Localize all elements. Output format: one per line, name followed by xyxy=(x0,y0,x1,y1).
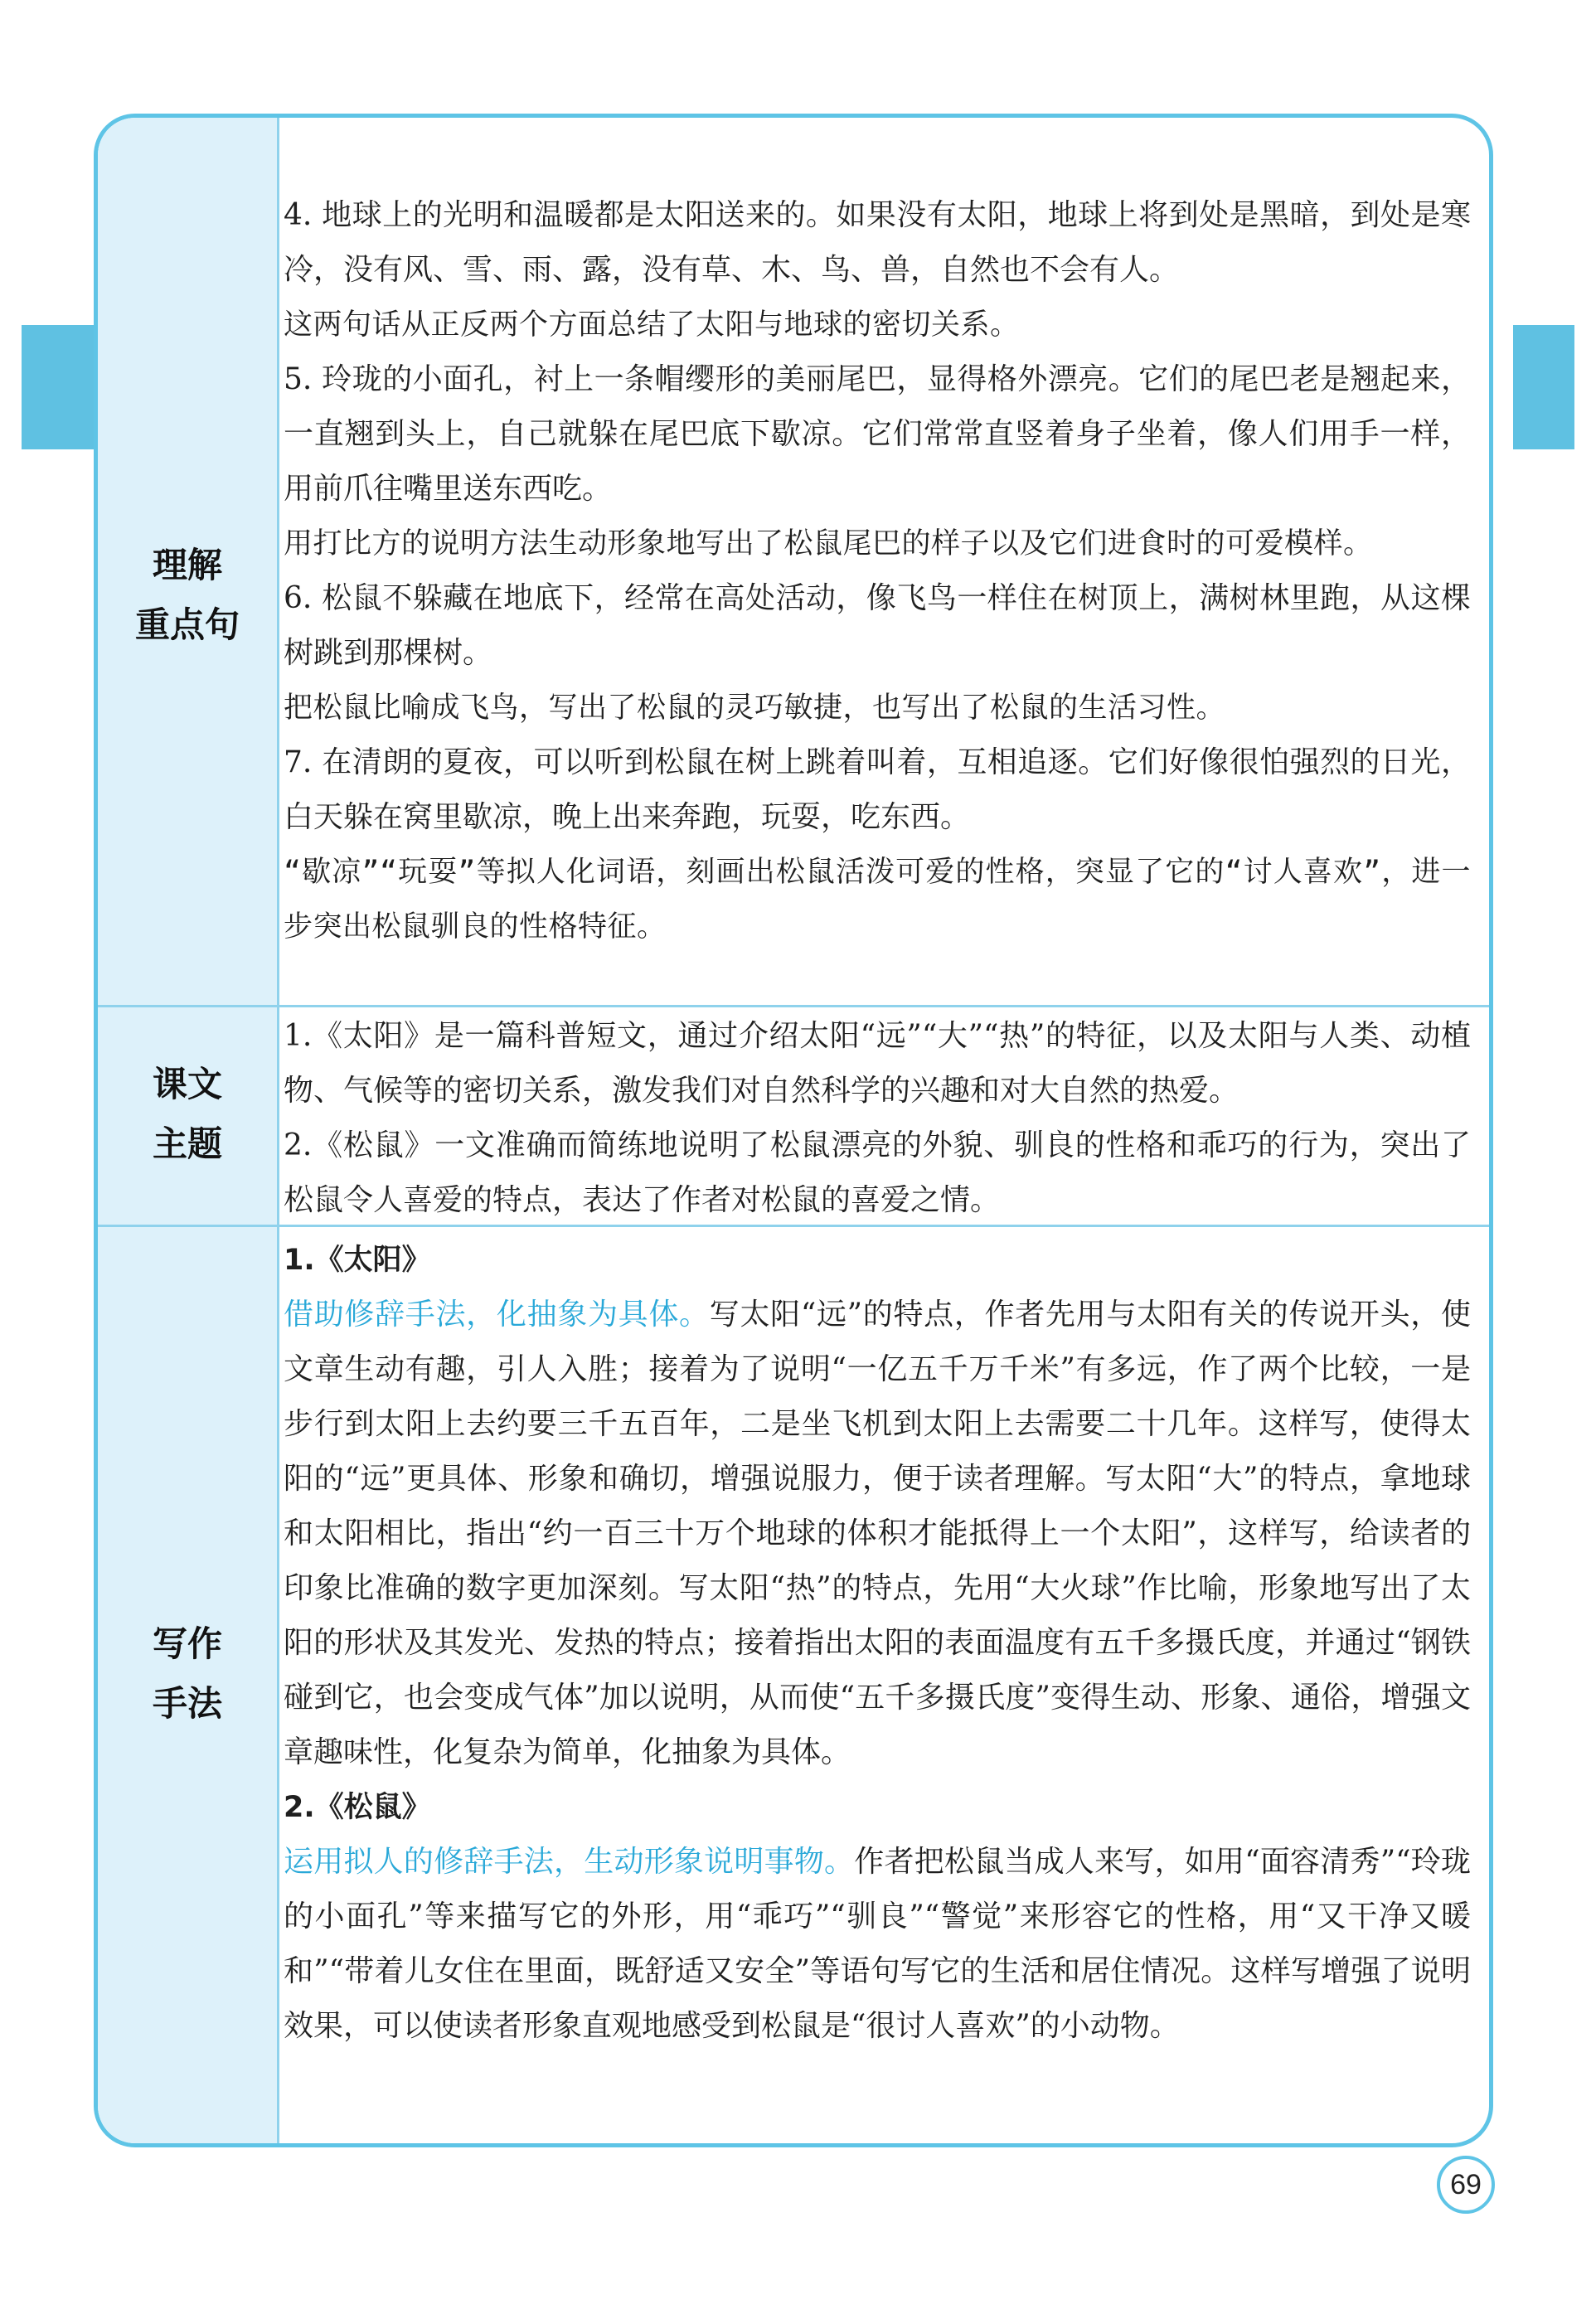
writing-paragraph-squirrel xyxy=(284,1835,1471,2054)
content-card xyxy=(94,114,1493,2147)
label-line: 写作 xyxy=(152,1623,222,1664)
sentence-item: 6. 松鼠不躲藏在地底下，经常在高处活动，像飞鸟一样住在树顶上，满树林里跑，从这棵树跳到那棵树。 xyxy=(284,581,1471,670)
subheading-sun: 1.《太阳》 xyxy=(284,1244,431,1277)
subheading-squirrel: 2.《松鼠》 xyxy=(284,1791,431,1824)
label-line: 重点句 xyxy=(134,604,240,645)
sentence-item: 7. 在清朗的夏夜，可以听到松鼠在树上跳着叫着，互相追逐。它们好像很怕强烈的日光，白天躲在窝里歇凉，晚上出来奔跑，玩耍，吃东西。 xyxy=(284,745,1471,834)
body-squirrel: 作者把松鼠当成人来写，如用“面容清秀”“玲珑的小面孔”等来描写它的外形，用“乖巧”“驯良”“警觉”来形容它的性格，用“又干净又暖和”“带着儿女住在里面，既舒适又安全”等语句写它的生活和居住情况。这样写增强了说明效果，可以使读者形象直观地感受到松鼠是“很讨人喜欢”的小动物。 xyxy=(284,1845,1471,2043)
section-label-writing xyxy=(98,1614,277,1734)
label-line: 理解 xyxy=(152,545,222,585)
sentence-analysis: “歇凉”“玩耍”等拟人化词语，刻画出松鼠活泼可爱的性格，突显了它的“讨人喜欢”，进一步突出松鼠驯良的性格特征。 xyxy=(284,856,1471,944)
highlight-sun: 借助修辞手法，化抽象为具体。 xyxy=(284,1298,710,1332)
sentence-item: 5. 玲珑的小面孔，衬上一条帽缨形的美丽尾巴，显得格外漂亮。它们的尾巴老是翘起来，一直翘到头上，自己就躲在尾巴底下歇凉。它们常常直竖着身子坐着，像人们用手一样，用前爪往嘴里送东西吃。 xyxy=(284,362,1471,506)
sentence-analysis: 把松鼠比喻成飞鸟，写出了松鼠的灵巧敏捷，也写出了松鼠的生活习性。 xyxy=(284,691,1226,725)
section-label-key-sentences xyxy=(98,536,277,655)
theme-item: 2.《松鼠》一文准确而简练地说明了松鼠漂亮的外貌、驯良的性格和乖巧的行为，突出了松鼠令人喜爱的特点，表达了作者对松鼠的喜爱之情。 xyxy=(284,1128,1471,1217)
writing-content xyxy=(284,1233,1471,2054)
sentence-item: 4. 地球上的光明和温暖都是太阳送来的。如果没有太阳，地球上将到处是黑暗，到处是寒冷，没有风、雪、雨、露，没有草、木、鸟、兽，自然也不会有人。 xyxy=(284,198,1471,287)
sentence-analysis: 这两句话从正反两个方面总结了太阳与地球的密切关系。 xyxy=(284,308,1020,342)
label-line: 手法 xyxy=(152,1683,222,1724)
section-divider xyxy=(98,1005,1489,1007)
theme-item: 1.《太阳》是一篇科普短文，通过介绍太阳“远”“大”“热”的特征，以及太阳与人类、动植物、气候等的密切关系，激发我们对自然科学的兴趣和对大自然的热爱。 xyxy=(284,1019,1471,1108)
writing-paragraph-sun xyxy=(284,1288,1471,1780)
section-label-theme xyxy=(98,1055,277,1174)
highlight-squirrel: 运用拟人的修辞手法，生动形象说明事物。 xyxy=(284,1845,855,1879)
key-sentences-content xyxy=(284,188,1471,954)
label-line: 主题 xyxy=(152,1123,222,1164)
right-edge-tab xyxy=(1513,325,1574,449)
body-sun: 写太阳“远”的特点，作者先用与太阳有关的传说开头，使文章生动有趣，引人入胜；接着为了说明“一亿五千万千米”有多远，作了两个比较，一是步行到太阳上去约要三千五百年，二是坐飞机到太阳上去需要二十几年。这样写，使得太阳的“远”更具体、形象和确切，增强说服力，便于读者理解。写太阳“大”的特点，拿地球和太阳相比，指出“约一百三十万个地球的体积才能抵得上一个太阳”，这样写，给读者的印象比准确的数字更加深刻。写太阳“热”的特点，先用“大火球”作比喻，形象地写出了太阳的形状及其发光、发热的特点；接着指出太阳的表面温度有五千多摄氏度，并通过“钢铁碰到它，也会变成气体”加以说明，从而使“五千多摄氏度”变得生动、形象、通俗，增强文章趣味性，化复杂为简单，化抽象为具体。 xyxy=(284,1298,1471,1769)
page-number: 69 xyxy=(1437,2156,1495,2214)
theme-content xyxy=(284,1009,1471,1228)
sentence-analysis: 用打比方的说明方法生动形象地写出了松鼠尾巴的样子以及它们进食时的可爱模样。 xyxy=(284,527,1373,560)
label-line: 课文 xyxy=(152,1064,222,1104)
